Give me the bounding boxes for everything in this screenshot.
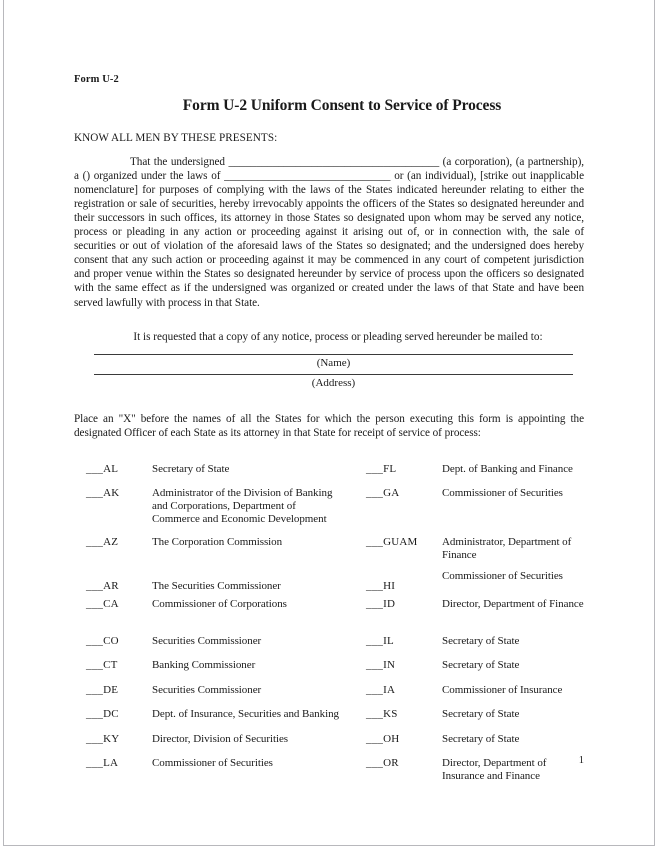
state-code-checkbox[interactable]: ___KY [86,732,120,745]
state-code-checkbox[interactable]: ___GUAM [366,535,418,548]
state-officer-title: Commissioner of Insurance [442,683,563,696]
state-code-checkbox[interactable]: ___GA [366,486,400,499]
preamble-text: KNOW ALL MEN BY THESE PRESENTS: [74,131,278,144]
state-code-checkbox[interactable]: ___OR [366,756,399,769]
mailing-address-block [74,354,584,392]
state-officer-title: Commissioner of Securities [442,486,563,499]
state-code-checkbox[interactable]: ___HI [366,579,396,592]
state-code-checkbox[interactable]: ___DC [86,707,119,720]
form-identifier: Form U-2 [74,74,119,85]
state-code-checkbox[interactable]: ___AR [86,579,119,592]
state-officer-title: Secretary of State [442,732,520,745]
address-caption: (Address) [311,376,356,389]
state-officer-title: Commissioner of Securities [152,756,273,769]
document-page [3,0,655,846]
state-code-checkbox[interactable]: ___CT [86,658,118,671]
state-code-checkbox[interactable]: ___IN [366,658,396,671]
state-officer-title: Administrator of the Division of Banking and Corporations, Department of Commerce and Economic Development [152,486,333,525]
mailing-instruction: It is requested that a copy of any notice, process or pleading served hereunder be mailed to: [133,330,543,343]
state-code-checkbox[interactable]: ___KS [366,707,398,720]
state-code-checkbox[interactable]: ___FL [366,462,397,475]
page-number: 1 [578,755,584,766]
state-code-checkbox[interactable]: ___CO [86,634,119,647]
state-officer-title: Dept. of Insurance, Securities and Banking [152,707,339,720]
document-content [74,74,584,793]
state-officer-title: Commissioner of Securities [442,569,563,582]
state-officer-title: Securities Commissioner [152,634,262,647]
page-title: Form U-2 Uniform Consent to Service of Process [182,96,502,114]
state-code-checkbox[interactable]: ___AZ [86,535,119,548]
state-code-checkbox[interactable]: ___DE [86,683,119,696]
state-code-checkbox[interactable]: ___IL [366,634,394,647]
state-code-checkbox[interactable]: ___IA [366,683,396,696]
state-officer-title: Secretary of State [442,707,520,720]
state-officer-title: Director, Department of Insurance and Finance [442,756,547,782]
state-officer-title: The Securities Commissioner [152,579,281,592]
state-officer-title: Commissioner of Corporations [152,597,287,610]
state-code-checkbox[interactable]: ___OH [366,732,400,745]
state-code-checkbox[interactable]: ___CA [86,597,119,610]
recital-paragraph: That the undersigned ______________________________________ (a corporation), (a partnership), a () organized under the laws of ______________________________ or (an individual), [strike out inapplicable nomenclature] for purposes of complying with the laws of the States indicated hereunder relating to either the registration or sale of securities, hereby irrevocably appoints the officers of the States so designated hereunder and their successors in such offices, its attorney in those States so designated upon whom may be served any notice, process or pleading in any action or proceeding against it arising out of, or in connection with, the sale of securities or out of violation of the aforesaid laws of the States so designated; and the undersigned does hereby consent that any such action or proceeding against it may be commenced in any court of competent jurisdiction and proper venue within the States so designated hereunder by service of process upon the officers so designated with the same effect as if the undersigned was organized or created under the laws of that State and have been served lawfully with process in that State. [74,155,584,309]
state-code-checkbox[interactable]: ___ID [366,597,396,610]
state-officer-title: Securities Commissioner [152,683,262,696]
name-caption: (Name) [316,356,351,369]
state-officer-title: Secretary of State [442,658,520,671]
state-officer-title: Administrator, Department of Finance [442,535,572,561]
state-officer-title: Secretary of State [442,634,520,647]
state-officer-title: Director, Division of Securities [152,732,289,745]
state-code-checkbox[interactable]: ___LA [86,756,119,769]
selection-instruction: Place an "X" before the names of all the States for which the person executing this form is appointing the designated Officer of each State as its attorney in that State for receipt of service of process: [74,412,584,439]
state-officer-title: Dept. of Banking and Finance [442,462,573,475]
state-officer-title: Secretary of State [152,462,230,475]
state-officer-title: Banking Commissioner [152,658,256,671]
state-officer-title: The Corporation Commission [152,535,283,548]
state-code-checkbox[interactable]: ___AL [86,462,119,475]
state-officer-table [74,463,584,793]
state-officer-title: Director, Department of Finance [442,597,584,610]
state-code-checkbox[interactable]: ___AK [86,486,120,499]
